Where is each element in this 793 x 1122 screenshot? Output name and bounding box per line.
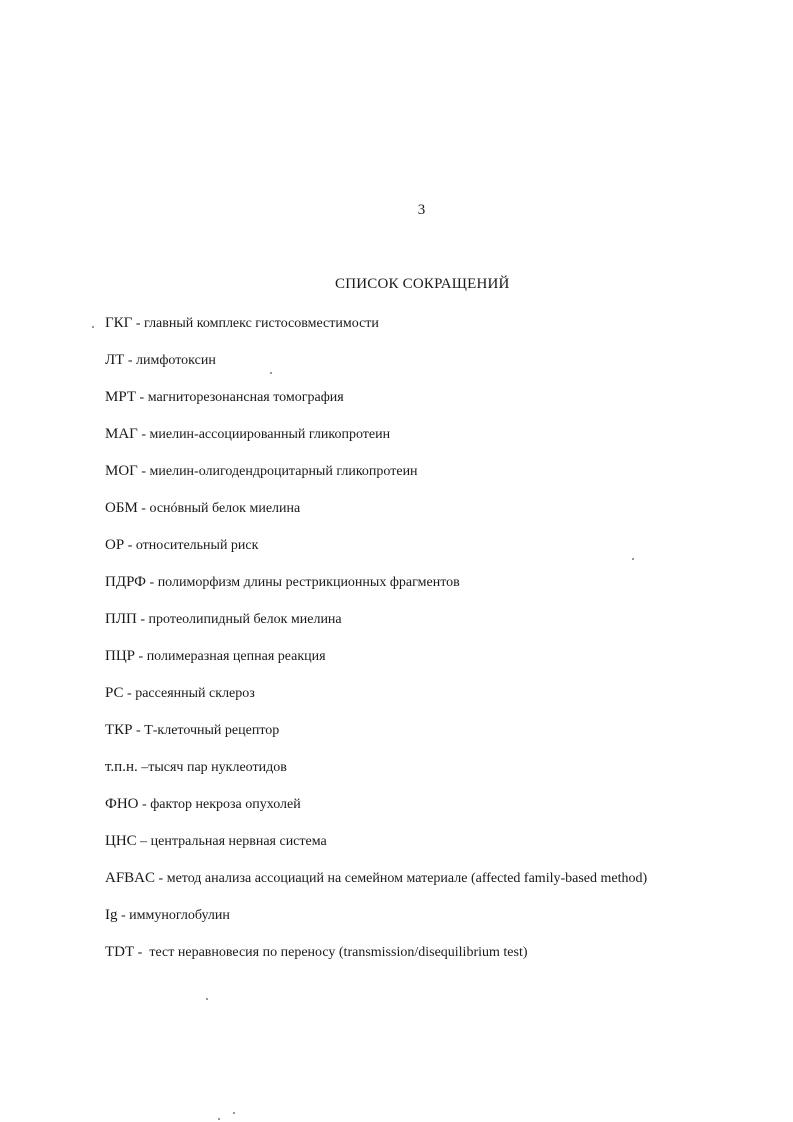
separator: - bbox=[124, 538, 136, 553]
list-item bbox=[105, 794, 647, 831]
abbreviation-term: ЦНС bbox=[105, 833, 137, 849]
abbreviation-term: т.п.н. bbox=[105, 759, 138, 775]
abbreviation-term: ФНО bbox=[105, 796, 139, 812]
abbreviation-definition: рассеянный склероз bbox=[135, 686, 255, 701]
abbreviation-term: ПЛП bbox=[105, 611, 137, 627]
list-item bbox=[105, 720, 647, 757]
list-item bbox=[105, 350, 647, 387]
separator: - bbox=[146, 575, 158, 590]
abbreviation-definition: магниторезонансная томография bbox=[147, 390, 344, 405]
separator: - bbox=[132, 723, 145, 738]
scan-speck bbox=[206, 998, 208, 1000]
separator: - bbox=[137, 501, 150, 516]
separator: - bbox=[136, 390, 148, 405]
separator: – bbox=[137, 760, 149, 775]
abbreviation-definition: фактор некроза опухолей bbox=[150, 797, 301, 812]
separator: - bbox=[135, 649, 147, 664]
abbreviation-definition: центральная нервная система bbox=[150, 834, 327, 849]
abbreviation-term: Ig bbox=[105, 907, 118, 923]
list-item bbox=[105, 461, 647, 498]
abbreviation-term: ОР bbox=[105, 537, 125, 553]
scan-speck bbox=[270, 372, 272, 374]
abbreviation-term: AFBAC bbox=[105, 870, 156, 886]
list-item bbox=[105, 757, 647, 794]
separator: - bbox=[117, 908, 130, 923]
abbreviation-term: ОБМ bbox=[105, 500, 138, 516]
separator: - bbox=[138, 797, 151, 812]
abbreviation-term: ЛТ bbox=[105, 352, 125, 368]
separator: - bbox=[137, 427, 150, 442]
scan-speck bbox=[92, 326, 94, 328]
list-item bbox=[105, 905, 647, 942]
abbreviation-list bbox=[105, 313, 647, 979]
abbreviation-term: ГКГ bbox=[105, 315, 133, 331]
abbreviation-definition: главный комплекс гистосовместимости bbox=[144, 316, 379, 331]
abbreviation-definition: тысяч пар нуклеотидов bbox=[148, 760, 287, 775]
list-item bbox=[105, 942, 647, 979]
separator: - bbox=[132, 316, 145, 331]
list-item bbox=[105, 609, 647, 646]
separator: - bbox=[134, 945, 150, 960]
abbreviation-term: TDT bbox=[105, 944, 135, 960]
scan-speck bbox=[233, 1112, 235, 1114]
abbreviation-definition: метод анализа ассоциаций на семейном материале (affected family-based method) bbox=[166, 871, 648, 886]
abbreviation-definition: иммуноглобулин bbox=[129, 908, 230, 923]
scan-speck bbox=[218, 1118, 220, 1120]
list-item bbox=[105, 387, 647, 424]
abbreviation-definition: Т-клеточный рецептор bbox=[144, 723, 280, 738]
abbreviation-term: МРТ bbox=[105, 389, 137, 405]
abbreviation-definition: полиморфизм длины рестрикционных фрагментов bbox=[157, 575, 460, 590]
separator: - bbox=[155, 871, 167, 886]
separator: - bbox=[123, 686, 136, 701]
abbreviation-definition: относительный риск bbox=[135, 538, 259, 553]
abbreviation-definition: тест неравновесия по переносу (transmission/disequilibrium test) bbox=[149, 945, 528, 960]
list-item bbox=[105, 831, 647, 868]
abbreviation-term: ПДРФ bbox=[105, 574, 147, 590]
list-item bbox=[105, 313, 647, 350]
page-title: СПИСОК СОКРАЩЕНИЙ bbox=[335, 276, 510, 292]
list-item bbox=[105, 535, 647, 572]
separator: - bbox=[124, 353, 137, 368]
abbreviation-term: МАГ bbox=[105, 426, 138, 442]
separator: - bbox=[136, 612, 149, 627]
abbreviation-term: ПЦР bbox=[105, 648, 136, 664]
abbreviation-definition: лимфотоксин bbox=[136, 353, 216, 368]
abbreviation-definition: миелин-олигодендроцитарный гликопротеин bbox=[149, 464, 418, 479]
list-item bbox=[105, 646, 647, 683]
scan-speck bbox=[632, 558, 634, 560]
abbreviation-definition: оснóвный белок миелина bbox=[149, 501, 301, 516]
list-item bbox=[105, 868, 647, 905]
list-item bbox=[105, 424, 647, 461]
list-item bbox=[105, 683, 647, 720]
separator: – bbox=[136, 834, 151, 849]
abbreviation-definition: полимеразная цепная реакция bbox=[146, 649, 326, 664]
abbreviation-term: МОГ bbox=[105, 463, 138, 479]
abbreviation-definition: миелин-ассоциированный гликопротеин bbox=[149, 427, 391, 442]
list-item bbox=[105, 572, 647, 609]
abbreviation-definition: протеолипидный белок миелина bbox=[148, 612, 342, 627]
list-item bbox=[105, 498, 647, 535]
abbreviation-term: ТКР bbox=[105, 722, 133, 738]
abbreviation-term: РС bbox=[105, 685, 124, 701]
separator: - bbox=[137, 464, 150, 479]
page-number: 3 bbox=[417, 202, 426, 218]
